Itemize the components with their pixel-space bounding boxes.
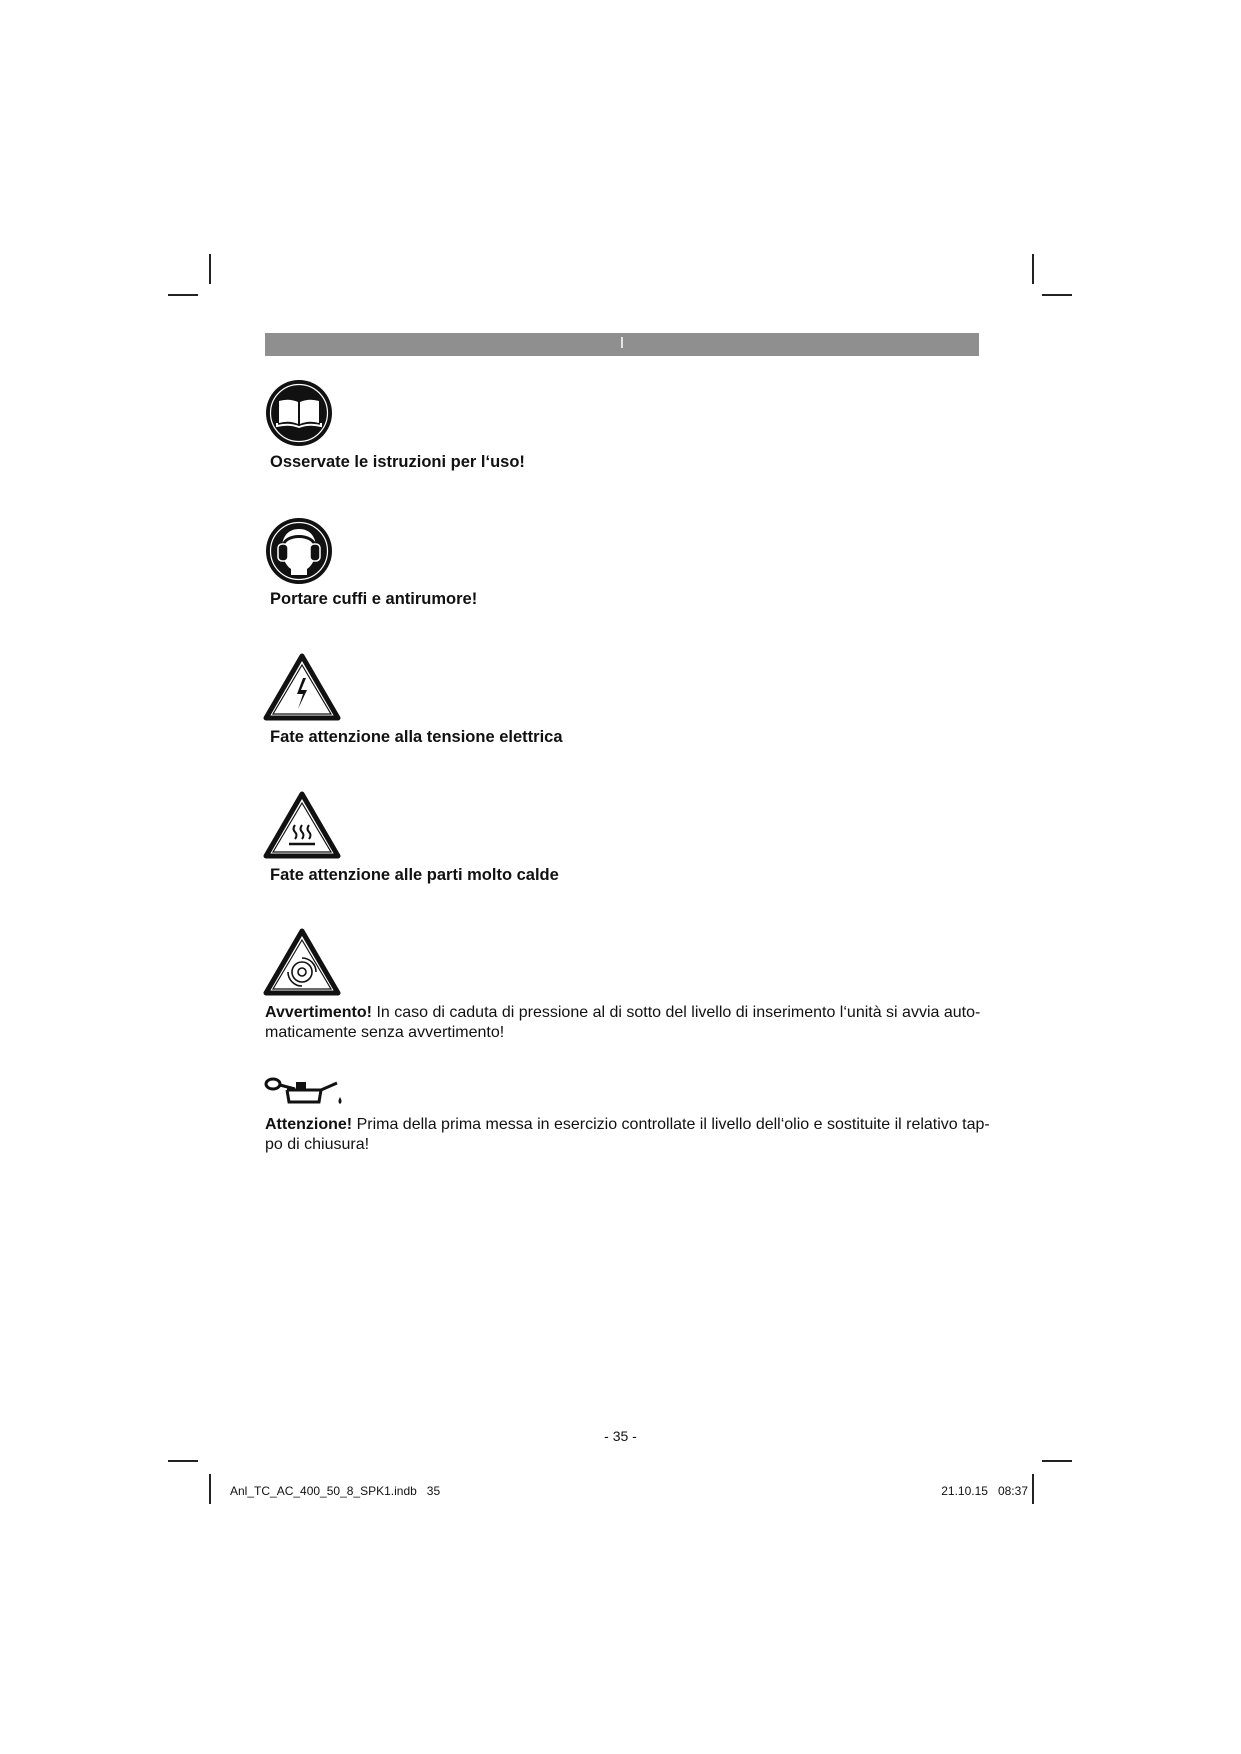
crop-mark bbox=[168, 1460, 198, 1462]
crop-mark bbox=[1042, 294, 1072, 296]
warning-oil-level bbox=[265, 1115, 990, 1155]
crop-mark bbox=[1032, 1474, 1034, 1504]
read-manual-icon bbox=[265, 379, 333, 447]
caption-electric-voltage: Fate attenzione alla tensione elettrica bbox=[270, 728, 563, 746]
language-tab: I bbox=[619, 335, 625, 352]
ear-protection-icon bbox=[265, 517, 333, 585]
footer-timestamp: 21.10.15 08:37 bbox=[941, 1484, 1028, 1498]
warning-text-line: In caso di caduta di pressione al di sotto del livello di inserimento l‘unità si avvia auto- bbox=[376, 1004, 981, 1021]
warning-text-line: po di chiusura! bbox=[265, 1136, 370, 1153]
caption-hot-surface: Fate attenzione alle parti molto calde bbox=[270, 866, 559, 884]
electric-voltage-warning-icon bbox=[263, 652, 341, 722]
automatic-start-warning-icon bbox=[263, 927, 341, 997]
crop-mark bbox=[1032, 254, 1034, 284]
warning-text-line: Prima della prima messa in esercizio controllate il livello dell‘olio e sostituite il relativo tap- bbox=[356, 1116, 990, 1133]
crop-mark bbox=[209, 1474, 211, 1504]
caption-ear-protection: Portare cuffi e antirumore! bbox=[270, 590, 478, 608]
crop-mark bbox=[1042, 1460, 1072, 1462]
crop-mark bbox=[209, 254, 211, 284]
warning-automatic-start bbox=[265, 1003, 985, 1043]
hot-surface-warning-icon bbox=[263, 790, 341, 860]
oil-can-icon bbox=[263, 1076, 347, 1112]
warning-lead: Avvertimento! bbox=[265, 1004, 372, 1021]
page-number: - 35 - bbox=[604, 1428, 637, 1444]
caption-read-manual: Osservate le istruzioni per l‘uso! bbox=[270, 453, 525, 471]
footer-file-name: Anl_TC_AC_400_50_8_SPK1.indb 35 bbox=[230, 1484, 441, 1498]
warning-lead: Attenzione! bbox=[265, 1116, 353, 1133]
language-header-bar bbox=[265, 333, 979, 356]
warning-text-line: maticamente senza avvertimento! bbox=[265, 1024, 505, 1041]
crop-mark bbox=[168, 294, 198, 296]
